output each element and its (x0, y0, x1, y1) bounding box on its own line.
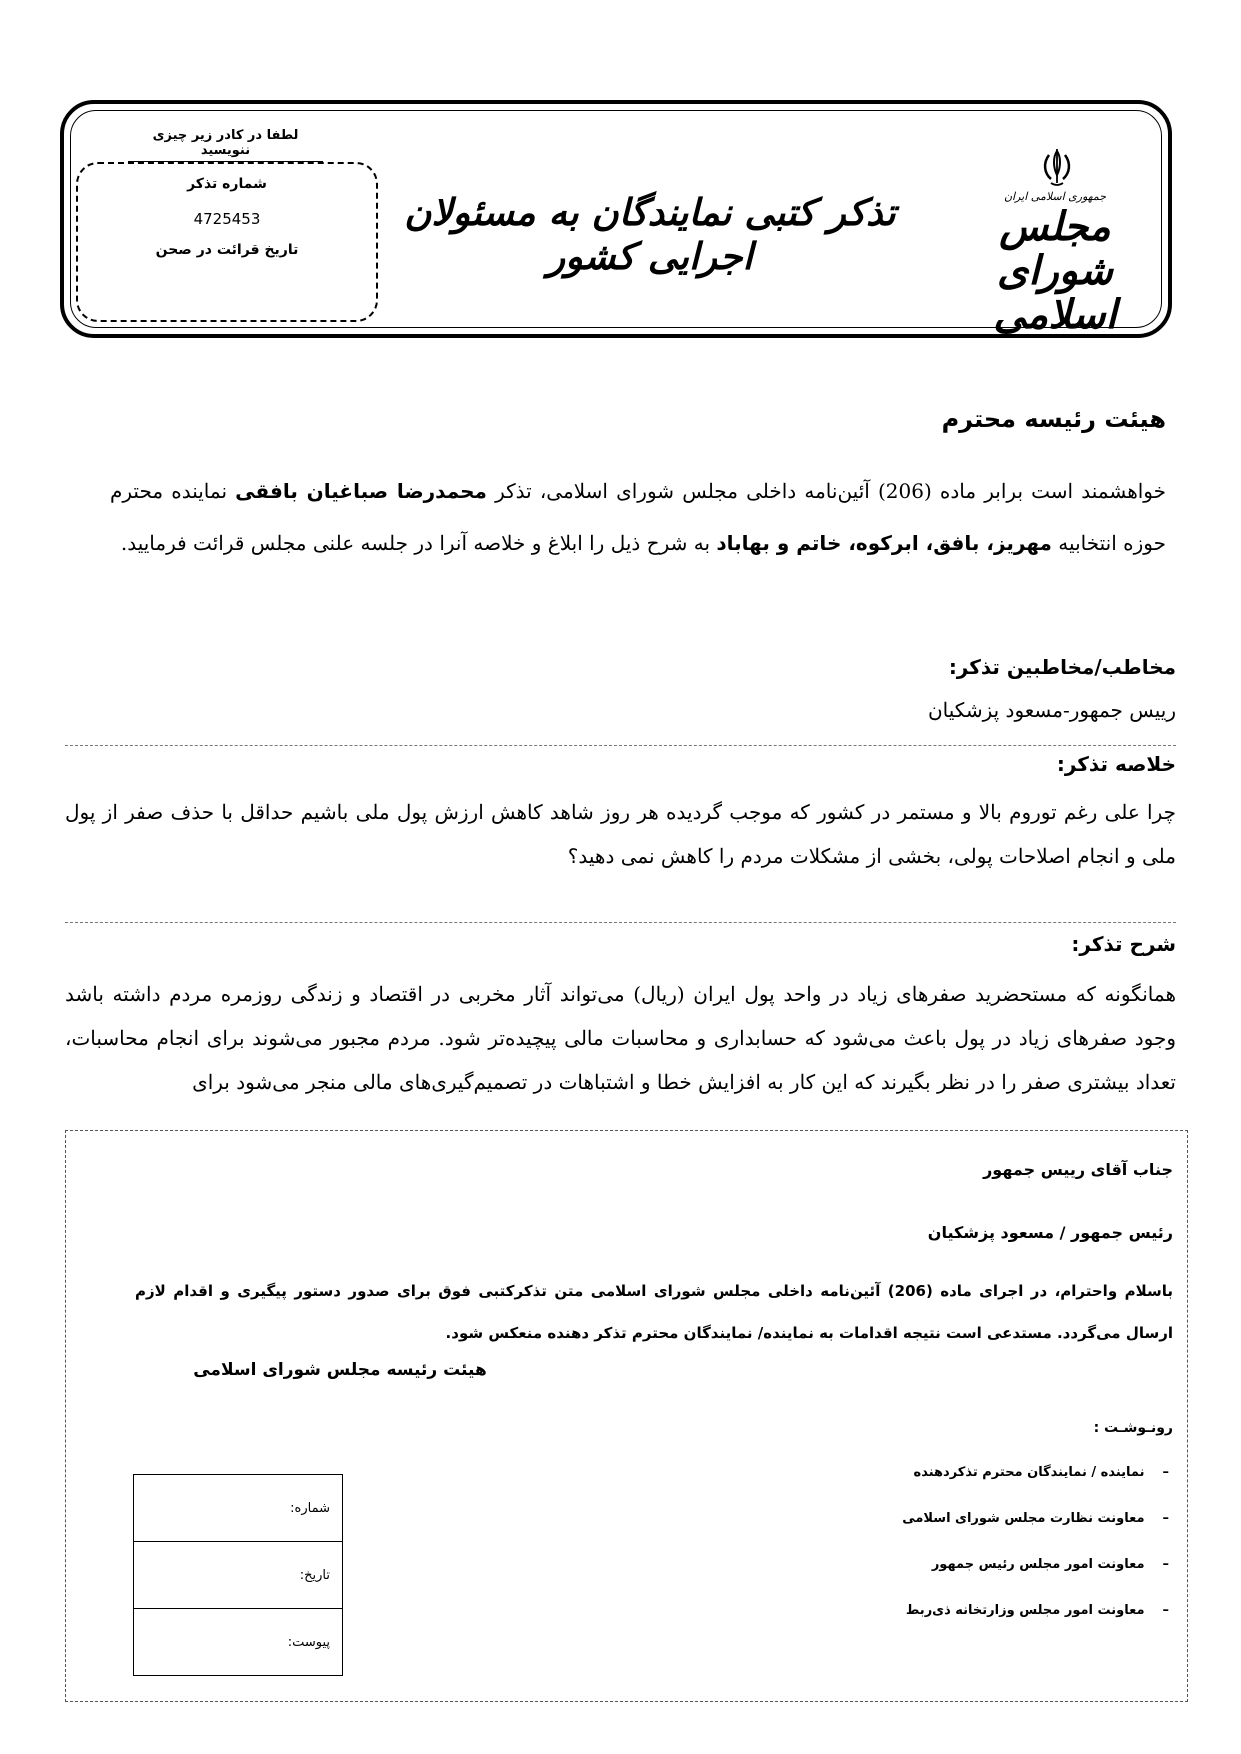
salutation: هیئت رئیسه محترم (941, 405, 1166, 433)
document-title: تذکر کتبی نمایندگان به مسئولان اجرایی کشور (404, 190, 896, 278)
summary-heading: خلاصه تذکر: (1056, 752, 1176, 776)
read-date-label: تاریخ قرائت در صحن (155, 242, 299, 258)
cc-item (773, 1508, 1173, 1554)
cc-bullet: – (1162, 1603, 1169, 1618)
republic-label: جمهوری اسلامی ایران (1003, 190, 1107, 203)
cc-bullet: – (1162, 1465, 1169, 1480)
parliament-logo-text: مجلس شورای اسلامی (993, 203, 1117, 338)
cc-bullet: – (1162, 1511, 1169, 1526)
registry-table (133, 1474, 343, 1676)
memo-number: 4725453 (193, 210, 261, 228)
cc-item-text: معاونت امور مجلس وزارتخانه ذی‌ربط (905, 1603, 1145, 1618)
intro-text-3: به شرح ذیل را ابلاغ و خلاصه آنرا در جلسه علنی مجلس قرائت فرمایید. (120, 531, 717, 555)
cc-item-text: نماینده / نمایندگان محترم تذکردهنده (913, 1465, 1145, 1480)
cc-item (773, 1600, 1173, 1646)
cc-item (773, 1554, 1173, 1600)
no-write-notice: لطفا در کادر زیر چیزی ننویسید (128, 128, 323, 162)
referral-body: باسلام واحترام، در اجرای ماده (206) آئین‌نامه داخلی مجلس شورای اسلامی متن تذکرکتبی فوق برای صدور دستور پیگیری و اقدام لازم ارسال می‌گردد. مستدعی است نتیجه اقدامات به نماینده/ نمایندگان محترم تذکر دهنده منعکس شود. (135, 1282, 1173, 1342)
intro-paragraph (110, 465, 1166, 569)
intro-text-2: نماینده محترم حوزه انتخابیه (110, 479, 1166, 555)
constituency: مهریز، بافق، ابرکوه، خاتم و بهاباد (716, 531, 1052, 555)
description-heading: شرح تذکر: (1071, 932, 1176, 956)
cc-bullet: – (1162, 1557, 1169, 1572)
cc-list (773, 1462, 1173, 1646)
referral-signature: هیئت رئیسه مجلس شورای اسلامی (193, 1360, 487, 1380)
intro-text-1: خواهشمند است برابر ماده (206) آئین‌نامه داخلی مجلس شورای اسلامی، تذکر (486, 479, 1167, 503)
cc-item-text: معاونت نظارت مجلس شورای اسلامی (902, 1511, 1145, 1526)
registry-number-cell: شماره: (134, 1475, 343, 1542)
summary-text: چرا علی رغم توروم بالا و مستمر در کشور که موجب گردیده هر روز شاهد کاهش ارزش پول ملی باشیم حداقل با حذف صفر از پول ملی و انجام اصلاحات پولی، بخشی از مشکلات مردم را کاهش نمی دهید؟ (65, 800, 1176, 868)
referral-recipient: رئیس جمهور / مسعود پزشکیان (927, 1223, 1173, 1242)
registry-attachment-cell: پیوست: (134, 1609, 343, 1676)
mp-name: محمدرضا صباغیان بافقی (235, 479, 487, 503)
referral-to: جناب آقای رییس جمهور (983, 1160, 1173, 1179)
addressee-heading: مخاطب/مخاطبین تذکر: (948, 655, 1176, 679)
cc-item (773, 1462, 1173, 1508)
description-text: همانگونه که مستحضرید صفرهای زیاد در واحد پول ایران (ریال) می‌تواند آثار مخربی در اقتصاد و زندگی روزمره مردم داشته باشد وجود صفرهای زیاد در پول باعث می‌شود که حسابداری و محاسبات مالی پیچیده‌تر شود. مردم مجبور می‌شوند برای انجام محاسبات، تعداد بیشتری صفر را در نظر بگیرند که این کار به افزایش خطا و اشتباهات در تصمیم‌گیری‌های مالی منجر می‌شود برای (65, 982, 1176, 1094)
registry-date-cell: تاریخ: (134, 1542, 343, 1609)
cc-heading: رونـوشـت : (1093, 1420, 1173, 1436)
iran-emblem-icon (1035, 145, 1079, 189)
addressee-text: رییس جمهور-مسعود پزشکیان (927, 698, 1176, 722)
cc-item-text: معاونت امور مجلس رئیس جمهور (931, 1557, 1145, 1572)
divider (65, 745, 1176, 746)
divider (65, 922, 1176, 923)
memo-number-label: شماره تذکر (187, 176, 267, 192)
